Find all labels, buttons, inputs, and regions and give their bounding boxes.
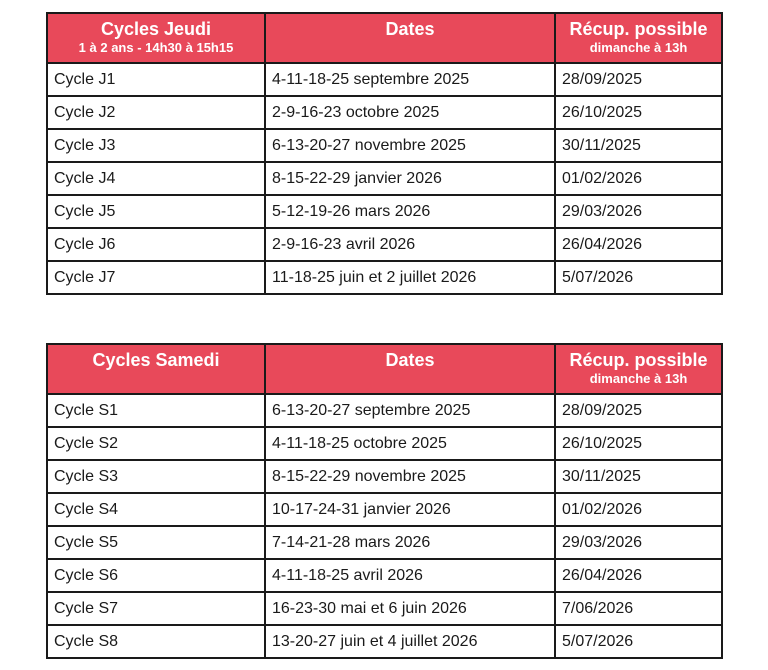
samedi-header-dates — [265, 344, 555, 394]
samedi-header-recup-title: Récup. possible — [569, 350, 708, 370]
cycle-cell: Cycle S3 — [47, 460, 265, 493]
dates-cell: 2-9-16-23 octobre 2025 — [265, 96, 555, 129]
samedi-header-dates-title: Dates — [385, 350, 435, 370]
jeudi-header-recup-subtitle: dimanche à 13h — [589, 40, 688, 55]
cycle-cell: Cycle J4 — [47, 162, 265, 195]
table-row — [47, 559, 722, 592]
dates-cell: 4-11-18-25 avril 2026 — [265, 559, 555, 592]
jeudi-schedule-table — [46, 12, 723, 295]
recup-cell: 30/11/2025 — [555, 129, 722, 162]
dates-cell: 11-18-25 juin et 2 juillet 2026 — [265, 261, 555, 294]
recup-cell: 28/09/2025 — [555, 63, 722, 96]
table-row — [47, 394, 722, 427]
jeudi-header-dates — [265, 13, 555, 63]
samedi-header-recup-subtitle: dimanche à 13h — [589, 371, 688, 386]
table-row — [47, 261, 722, 294]
table-row — [47, 427, 722, 460]
recup-cell: 26/04/2026 — [555, 559, 722, 592]
table-row — [47, 493, 722, 526]
samedi-schedule-table — [46, 343, 723, 659]
jeudi-header-cycle — [47, 13, 265, 63]
recup-cell: 26/10/2025 — [555, 96, 722, 129]
cycle-cell: Cycle S5 — [47, 526, 265, 559]
dates-cell: 5-12-19-26 mars 2026 — [265, 195, 555, 228]
samedi-header-cycle-title: Cycles Samedi — [92, 350, 220, 370]
recup-cell: 26/04/2026 — [555, 228, 722, 261]
cycle-cell: Cycle S2 — [47, 427, 265, 460]
dates-cell: 6-13-20-27 novembre 2025 — [265, 129, 555, 162]
jeudi-header-dates-title: Dates — [385, 19, 435, 39]
recup-cell: 5/07/2026 — [555, 625, 722, 658]
samedi-header-cycle — [47, 344, 265, 394]
table-row — [47, 63, 722, 96]
dates-cell: 4-11-18-25 septembre 2025 — [265, 63, 555, 96]
recup-cell: 01/02/2026 — [555, 162, 722, 195]
cycle-cell: Cycle S1 — [47, 394, 265, 427]
cycle-cell: Cycle J6 — [47, 228, 265, 261]
recup-cell: 7/06/2026 — [555, 592, 722, 625]
recup-cell: 29/03/2026 — [555, 526, 722, 559]
dates-cell: 7-14-21-28 mars 2026 — [265, 526, 555, 559]
table-row — [47, 96, 722, 129]
recup-cell: 28/09/2025 — [555, 394, 722, 427]
table-row — [47, 162, 722, 195]
cycle-cell: Cycle S4 — [47, 493, 265, 526]
table-row — [47, 195, 722, 228]
cycle-cell: Cycle J3 — [47, 129, 265, 162]
samedi-header-recup — [555, 344, 722, 394]
jeudi-header-row — [47, 13, 722, 63]
table-row — [47, 526, 722, 559]
cycle-cell: Cycle S6 — [47, 559, 265, 592]
table-row — [47, 592, 722, 625]
dates-cell: 8-15-22-29 novembre 2025 — [265, 460, 555, 493]
recup-cell: 26/10/2025 — [555, 427, 722, 460]
dates-cell: 10-17-24-31 janvier 2026 — [265, 493, 555, 526]
table-row — [47, 129, 722, 162]
cycle-cell: Cycle J2 — [47, 96, 265, 129]
cycle-cell: Cycle J5 — [47, 195, 265, 228]
samedi-header-row — [47, 344, 722, 394]
recup-cell: 5/07/2026 — [555, 261, 722, 294]
cycle-cell: Cycle S8 — [47, 625, 265, 658]
recup-cell: 29/03/2026 — [555, 195, 722, 228]
dates-cell: 13-20-27 juin et 4 juillet 2026 — [265, 625, 555, 658]
dates-cell: 8-15-22-29 janvier 2026 — [265, 162, 555, 195]
dates-cell: 2-9-16-23 avril 2026 — [265, 228, 555, 261]
dates-cell: 16-23-30 mai et 6 juin 2026 — [265, 592, 555, 625]
recup-cell: 30/11/2025 — [555, 460, 722, 493]
cycle-cell: Cycle J7 — [47, 261, 265, 294]
table-row — [47, 460, 722, 493]
jeudi-header-recup-title: Récup. possible — [569, 19, 708, 39]
jeudi-header-cycle-title: Cycles Jeudi — [100, 19, 212, 39]
jeudi-header-recup — [555, 13, 722, 63]
cycle-cell: Cycle J1 — [47, 63, 265, 96]
cycle-cell: Cycle S7 — [47, 592, 265, 625]
table-row — [47, 228, 722, 261]
dates-cell: 6-13-20-27 septembre 2025 — [265, 394, 555, 427]
jeudi-header-cycle-subtitle: 1 à 2 ans - 14h30 à 15h15 — [78, 40, 234, 55]
dates-cell: 4-11-18-25 octobre 2025 — [265, 427, 555, 460]
recup-cell: 01/02/2026 — [555, 493, 722, 526]
table-row — [47, 625, 722, 658]
